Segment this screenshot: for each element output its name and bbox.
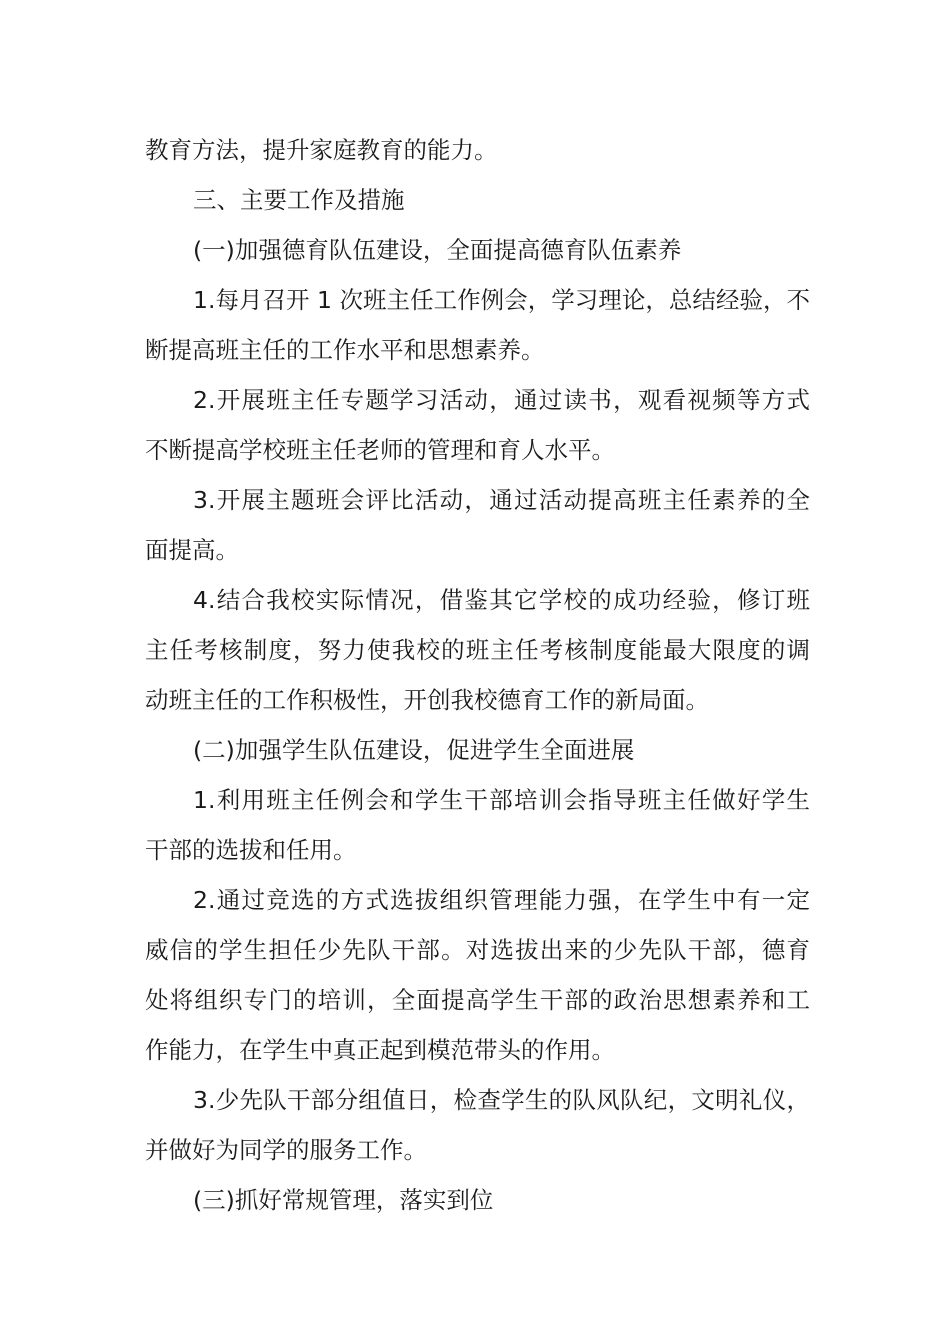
subsection-heading: (三)抓好常规管理，落实到位 — [193, 1186, 494, 1214]
paragraph-line: 作能力，在学生中真正起到模范带头的作用。 — [145, 1036, 615, 1064]
paragraph-line: 断提高班主任的工作水平和思想素养。 — [145, 336, 545, 364]
paragraph-line: 教育方法，提升家庭教育的能力。 — [145, 136, 498, 164]
paragraph-line: 并做好为同学的服务工作。 — [145, 1136, 427, 1164]
paragraph-line: 1.每月召开 1 次班主任工作例会，学习理论，总结经验，不 — [193, 286, 810, 314]
section-heading: 三、主要工作及措施 — [193, 186, 405, 214]
paragraph-line: 动班主任的工作积极性，开创我校德育工作的新局面。 — [145, 686, 709, 714]
paragraph-line: 3.少先队干部分组值日，检查学生的队风队纪，文明礼仪， — [193, 1086, 810, 1114]
paragraph-line: 3.开展主题班会评比活动，通过活动提高班主任素养的全 — [193, 486, 810, 514]
paragraph-line: 4.结合我校实际情况，借鉴其它学校的成功经验，修订班 — [193, 586, 810, 614]
paragraph-line: 威信的学生担任少先队干部。对选拔出来的少先队干部，德育 — [145, 936, 810, 964]
paragraph-line: 干部的选拔和任用。 — [145, 836, 357, 864]
subsection-heading: (一)加强德育队伍建设，全面提高德育队伍素养 — [193, 236, 682, 264]
paragraph-line: 2.开展班主任专题学习活动，通过读书，观看视频等方式 — [193, 386, 810, 414]
paragraph-line: 主任考核制度，努力使我校的班主任考核制度能最大限度的调 — [145, 636, 810, 664]
paragraph-line: 2.通过竞选的方式选拔组织管理能力强，在学生中有一定 — [193, 886, 810, 914]
subsection-heading: (二)加强学生队伍建设，促进学生全面进展 — [193, 736, 635, 764]
paragraph-line: 处将组织专门的培训，全面提高学生干部的政治思想素养和工 — [145, 986, 810, 1014]
paragraph-line: 1.利用班主任例会和学生干部培训会指导班主任做好学生 — [193, 786, 810, 814]
paragraph-line: 面提高。 — [145, 536, 239, 564]
paragraph-line: 不断提高学校班主任老师的管理和育人水平。 — [145, 436, 615, 464]
